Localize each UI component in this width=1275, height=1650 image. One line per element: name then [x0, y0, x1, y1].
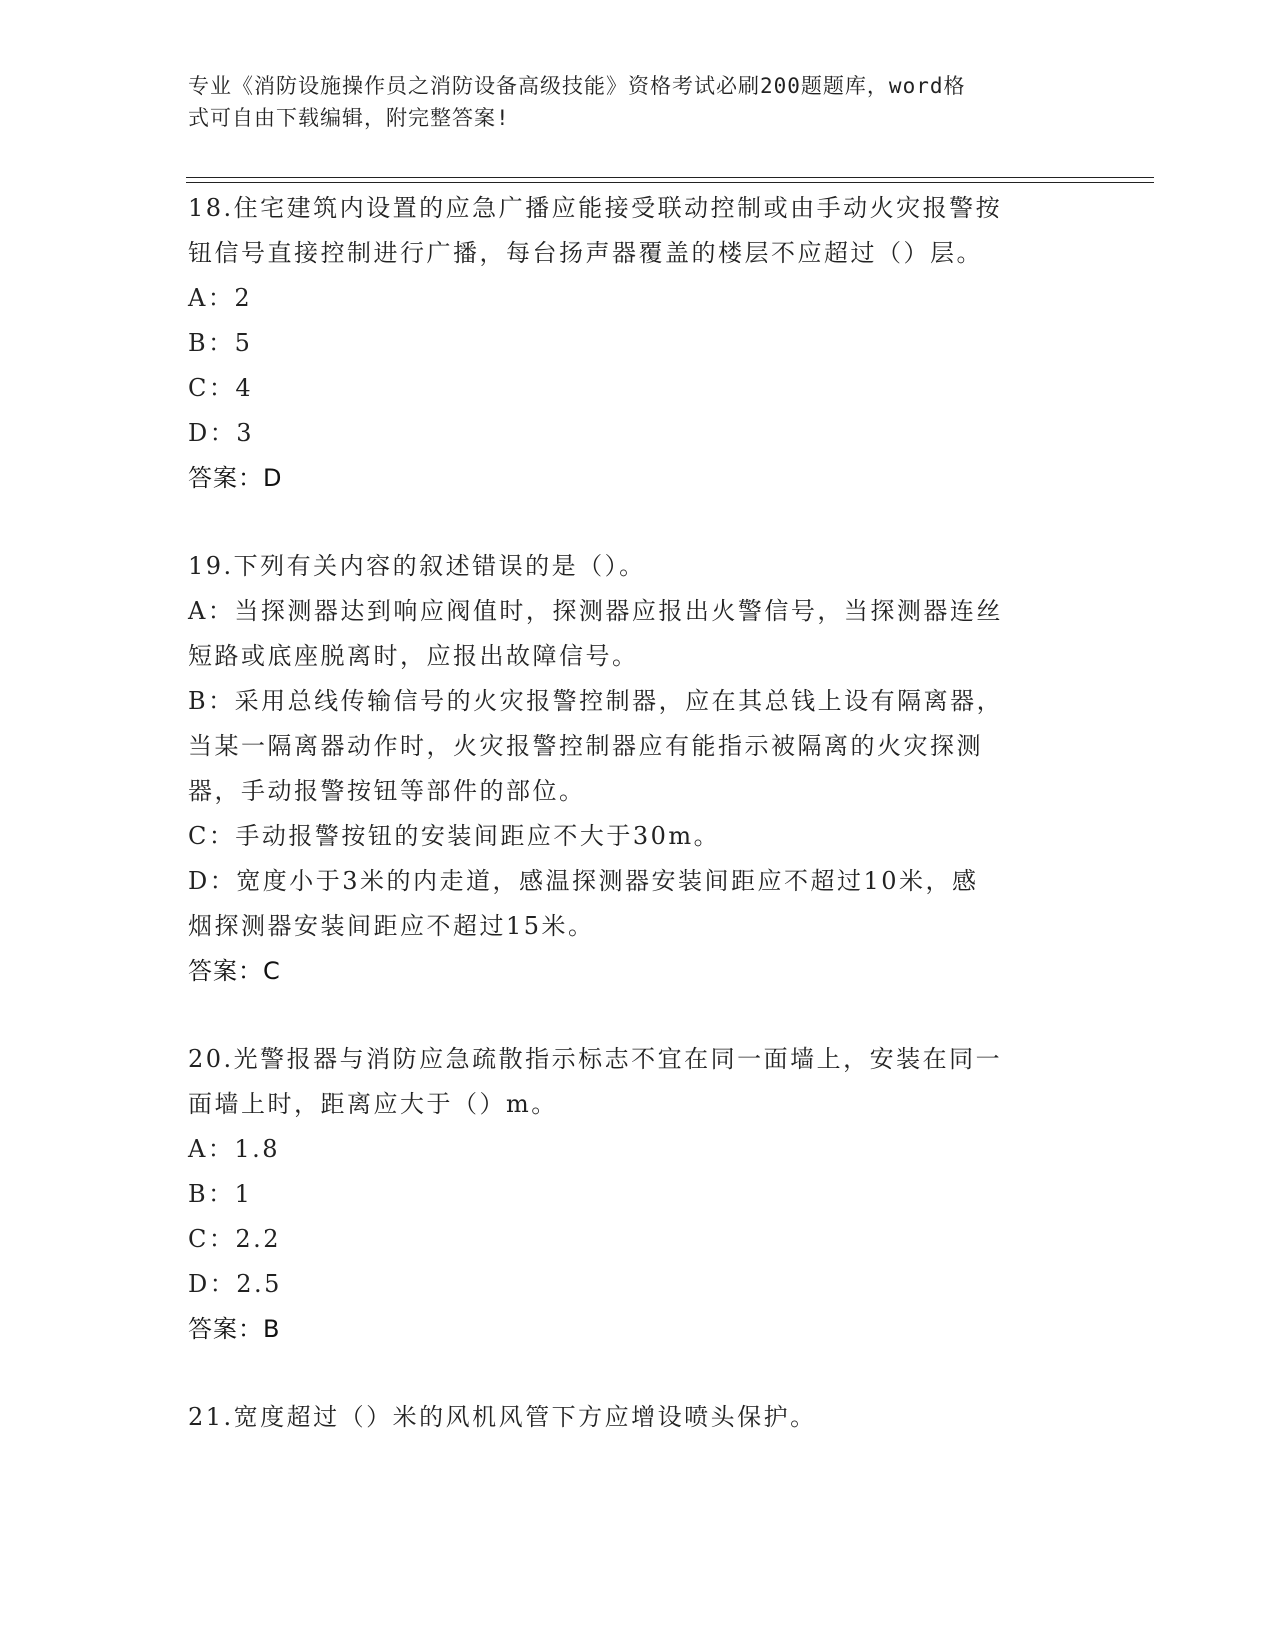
question-list — [188, 186, 1088, 1440]
question-gap — [188, 1352, 1088, 1395]
option-line: 短路或底座脱离时，应报出故障信号。 — [188, 642, 639, 670]
question-18 — [188, 186, 1088, 501]
option-line: D：2.5 — [188, 1270, 282, 1298]
question-19 — [188, 544, 1088, 994]
answer-line: 答案：C — [188, 957, 281, 985]
document-header — [188, 70, 1068, 134]
option-line: A：2 — [188, 284, 253, 312]
stem-line: 面墙上时，距离应大于（）m。 — [188, 1090, 558, 1118]
question-gap — [188, 501, 1088, 544]
option-d — [188, 859, 1088, 949]
question-gap — [188, 994, 1088, 1037]
stem-line: 19.下列有关内容的叙述错误的是（）。 — [188, 552, 646, 580]
option-line: D：宽度小于3米的内走道，感温探测器安装间距应不超过10米，感 — [188, 867, 979, 895]
question-21 — [188, 1395, 1088, 1440]
option-a — [188, 276, 1088, 321]
option-line: 当某一隔离器动作时，火灾报警控制器应有能指示被隔离的火灾探测 — [188, 732, 983, 760]
header-line-1: 专业《消防设施操作员之消防设备高级技能》资格考试必刷200题题库，word格 — [188, 74, 966, 98]
option-b — [188, 679, 1088, 814]
option-b — [188, 1172, 1088, 1217]
stem-line: 18.住宅建筑内设置的应急广播应能接受联动控制或由手动火灾报警按 — [188, 194, 1003, 222]
option-c — [188, 1217, 1088, 1262]
option-a — [188, 589, 1088, 679]
option-line: B：5 — [188, 329, 253, 357]
stem-line: 钮信号直接控制进行广播，每台扬声器覆盖的楼层不应超过（）层。 — [188, 239, 983, 267]
option-line: C：4 — [188, 374, 254, 402]
option-d — [188, 411, 1088, 456]
option-c — [188, 814, 1088, 859]
header-divider-top — [186, 177, 1154, 178]
option-line: C：2.2 — [188, 1225, 282, 1253]
option-b — [188, 321, 1088, 366]
option-line: A：当探测器达到响应阀值时，探测器应报出火警信号，当探测器连丝 — [188, 597, 1003, 625]
question-stem — [188, 544, 1088, 589]
option-line: 器，手动报警按钮等部件的部位。 — [188, 777, 586, 805]
header-divider-bottom — [186, 182, 1154, 183]
stem-line: 21.宽度超过（）米的风机风管下方应增设喷头保护。 — [188, 1403, 817, 1431]
stem-line: 20.光警报器与消防应急疏散指示标志不宜在同一面墙上，安装在同一 — [188, 1045, 1003, 1073]
option-d — [188, 1262, 1088, 1307]
option-line: B：1 — [188, 1180, 253, 1208]
option-c — [188, 366, 1088, 411]
option-line: C：手动报警按钮的安装间距应不大于30m。 — [188, 822, 721, 850]
option-a — [188, 1127, 1088, 1172]
header-line-2: 式可自由下载编辑，附完整答案! — [188, 106, 510, 130]
answer-line: 答案：B — [188, 1315, 281, 1343]
option-line: B：采用总线传输信号的火灾报警控制器，应在其总钱上设有隔离器， — [188, 687, 1004, 715]
question-stem — [188, 1395, 1088, 1440]
question-stem — [188, 186, 1088, 276]
question-stem — [188, 1037, 1088, 1127]
answer-line: 答案：D — [188, 464, 283, 492]
option-line: 烟探测器安装间距应不超过15米。 — [188, 912, 595, 940]
option-line: A：1.8 — [188, 1135, 280, 1163]
option-line: D：3 — [188, 419, 255, 447]
question-20 — [188, 1037, 1088, 1352]
